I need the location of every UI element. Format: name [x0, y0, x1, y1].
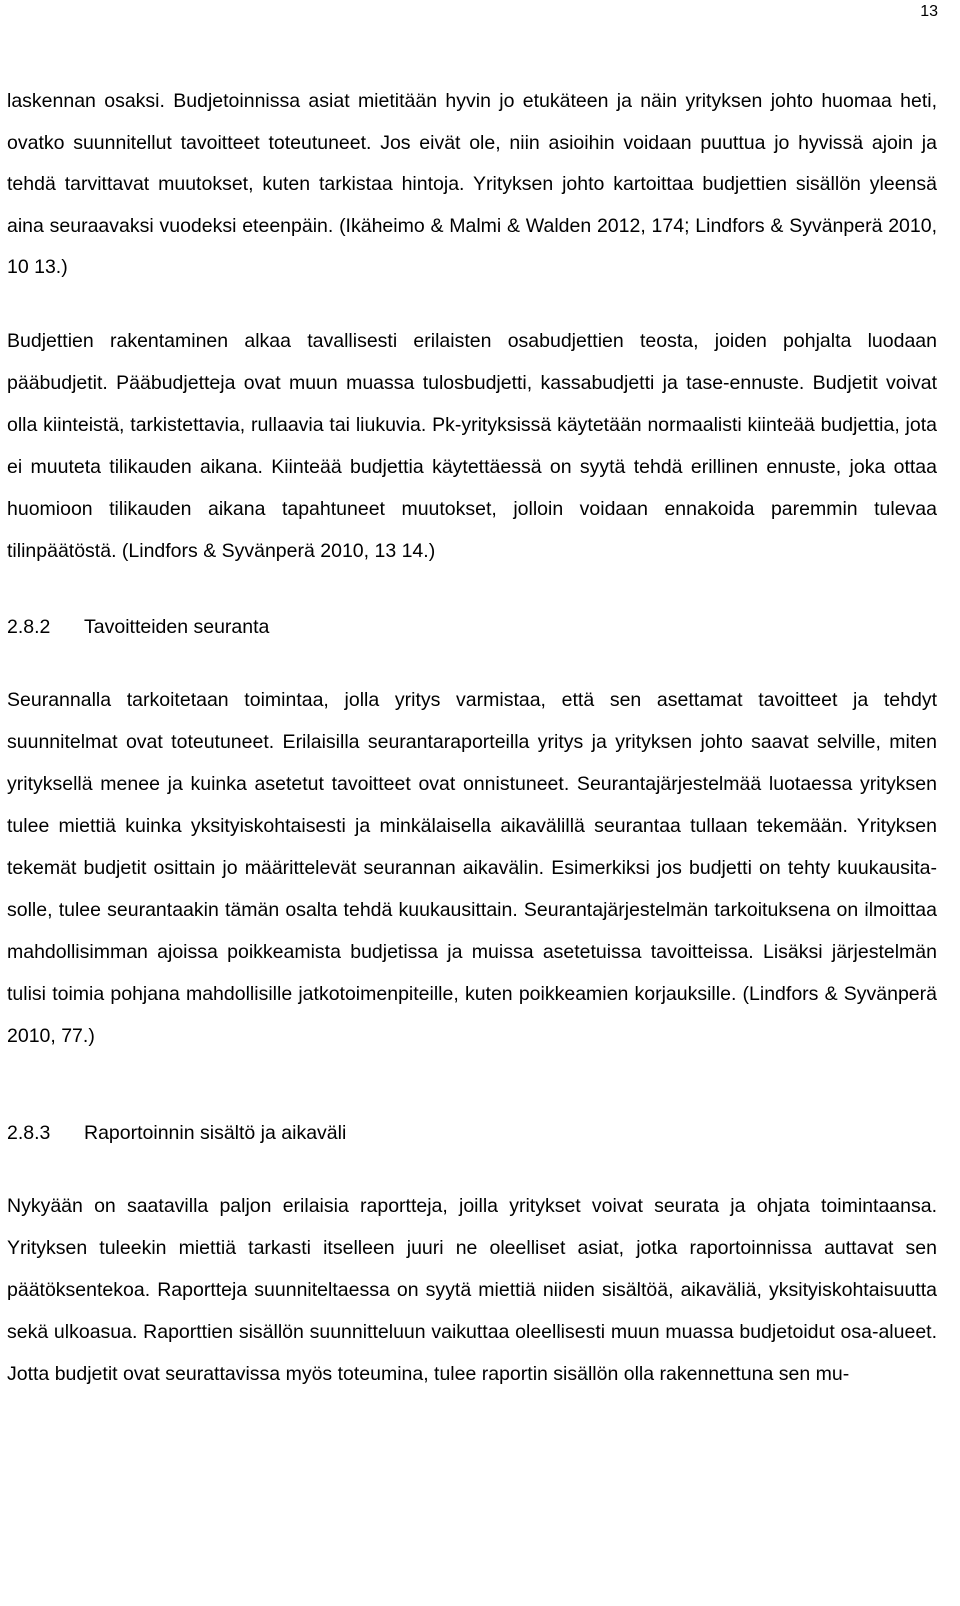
paragraph-spacer — [7, 289, 937, 320]
section-heading-2-8-2 — [7, 606, 937, 648]
section-heading-2-8-3 — [7, 1112, 937, 1154]
section-title: Raportoinnin sisältö ja aikaväli — [84, 1121, 347, 1144]
section-spacer — [7, 572, 937, 606]
paragraph-monitoring: Seurannalla tarkoitetaan toimintaa, jolla yritys varmistaa, että sen asettamat tavoitteet ja tehdyt suunnitelmat ovat toteutuneet. Erilaisilla seurantaraporteilla yritys ja yrityksen johto saavat selville, miten yrityksellä menee ja kuinka asetetut tavoitteet ovat onnistuneet. Seurantajärjestelmää luotaessa yrityksen tulee miettiä kuinka yksityiskohtaisesti ja minkälaisella aikavälillä seurantaa tullaan tekemään. Yrityksen tekemät budjetit osittain jo määrittelevät seurannan aikavälin. Esimerkiksi jos budjetti on tehty kuukausitasolle, tulee seurantaakin tämän osalta tehdä kuukausittain. Seurantajärjestelmän tarkoituksena on ilmoittaa mahdollisimman ajoissa poikkeamista budjetissa ja muissa asetetuissa tavoitteissa. Lisäksi järjestelmän tulisi toimia pohjana mahdollisille jatkotoimenpiteille, kuten poikkeamien korjauksille. (Lindfors & Syvänperä 2010, 77.) — [7, 688, 937, 1047]
paragraph-budgeting-intro: laskennan osaksi. Budjetoinnissa asiat mietitään hyvin jo etukäteen ja näin yrityksen johto huomaa heti, ovatko suunnitellut tavoitteet toteutuneet. Jos eivät ole, niin asioihin voidaan puuttua jo hyvissä ajoin ja tehdä tarvittavat muutokset, kuten tarkistaa hintoja. Yrityksen johto kartoittaa budjettien sisällön yleensä aina seuraavaksi vuodeksi eteenpäin. (Ikäheimo & Malmi & Walden 2012, 174; Lindfors & Syvänperä 2010, 10 13.) — [7, 90, 937, 278]
section-spacer — [7, 1057, 937, 1112]
section-number: 2.8.2 — [7, 615, 51, 638]
heading-spacer — [7, 648, 937, 679]
document-body — [7, 81, 937, 1395]
page-number: 13 — [920, 3, 938, 20]
paragraph-reporting: Nykyään on saatavilla paljon erilaisia raportteja, joilla yritykset voivat seurata ja ohjata toimintaansa. Yrityksen tuleekin miettiä tarkasti itselleen juuri ne oleelliset asiat, jotka raportoinnissa auttavat sen päätöksentekoa. Raportteja suunniteltaessa on syytä miettiä niiden sisältöä, aikaväliä, yksityiskohtaisuutta sekä ulkoasua. Raporttien sisällön suunnitteluun vaikuttaa oleellisesti muun muassa budjetoidut osa-alueet. Jotta budjetit ovat seurattavissa myös toteumina, tulee raportin sisällön olla rakennettuna sen mu- — [7, 1194, 937, 1385]
paragraph-budget-construction: Budjettien rakentaminen alkaa tavallisesti erilaisten osabudjettien teosta, joiden pohjalta luodaan pääbudjetit. Pääbudjetteja ovat muun muassa tulosbudjetti, kassabudjetti ja tase-ennuste. Budjetit voivat olla kiinteistä, tarkistettavia, rullaavia tai liukuvia. Pk-yrityksissä käytetään normaalisti kiinteää budjettia, jota ei muuteta tilikauden aikana. Kiinteää budjettia käytettäessä on syytä tehdä erillinen ennuste, joka ottaa huomioon tilikauden aikana tapahtuneet muutokset, jolloin voidaan ennakoida paremmin tulevaa tilinpäätöstä. (Lindfors & Syvänperä 2010, 13 14.) — [7, 329, 937, 562]
section-title: Tavoitteiden seuranta — [84, 615, 270, 638]
heading-spacer — [7, 1154, 937, 1185]
section-number: 2.8.3 — [7, 1121, 51, 1144]
